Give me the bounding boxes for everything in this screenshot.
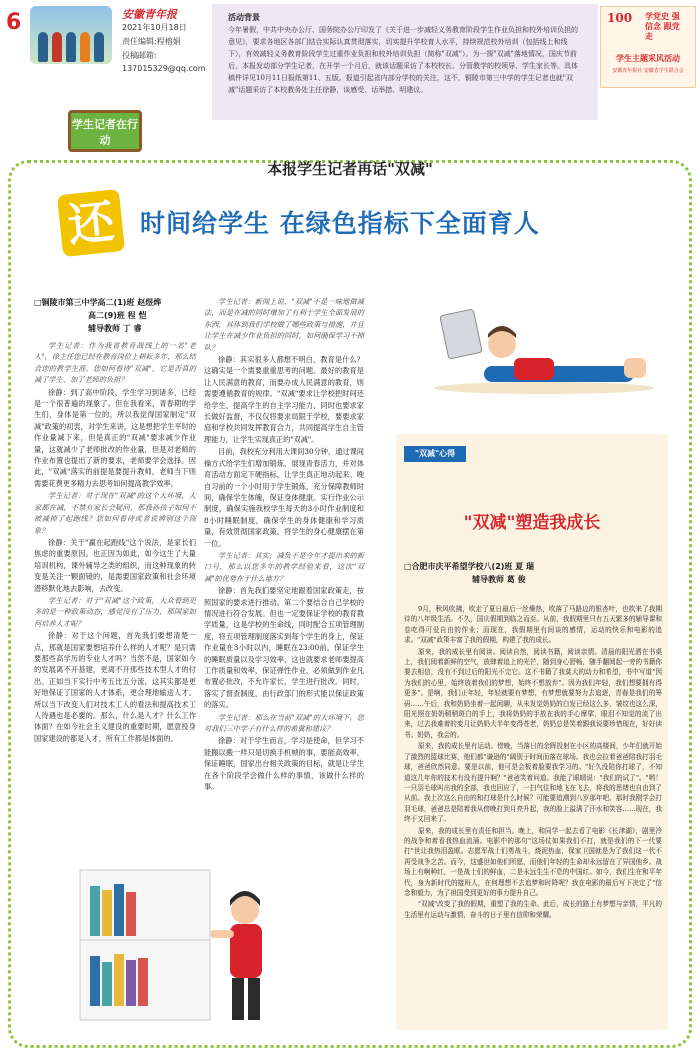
column-tag: "双减"心得	[404, 446, 466, 462]
badge-number: 100	[607, 11, 633, 25]
byline-b	[404, 560, 644, 586]
body-paragraph: 徐静：对于学生而言，学习是使命，但学习不能搬以搬一样只是切换手机帧的事，要能高效率，保证睡眠，国家出台相关政策的目标，就是让学生在各个阶段学会做什么样的事情，该做什么样的事。	[204, 736, 364, 792]
body-paragraph: 目前，我校充分利用大课间30分钟，通过课间操方式给学生们增加锻炼，展现青春活力，并对体育活动方面定下硬指标，让学生真正地动起来。晚自习前的一个小时用于学生锻炼，充分保障教师时间，确保学生体魄，保证身体健康。实行作业公示制度，确保实施我校学生每天的3小时作业制度和8小时睡眠制度，确保学生的身体健康和学习质量，有效贯彻国家政策，将学生的身心健康摆在第一位。	[204, 447, 364, 548]
email-label: 投稿邮箱:	[122, 51, 157, 60]
badge-sub: 安徽青年报社 安徽省学生联合会	[612, 68, 684, 74]
body-paragraph: "双减"改变了我的假期，重塑了我的生命。此后，成长的路上有梦想与亲情，平凡的生活里有运动与激情，奋斗的日子里有信仰和荣耀。	[404, 900, 662, 919]
body-paragraph: 徐静：关于"赢在起跑线"这个说法，是家长们焦虑的重要原因。也正因为如此，如今这生了大量培训机构，课外辅导之类的组织，而这种现象的转变是关注一颗面镜的，是需要国家政策和社会环境潜移默化地去影响，去改变。	[34, 537, 196, 593]
question-paragraph: 学生记者：那么在当前"双减"的大环境下，您对我们三中学子有什么样的希冀和建议？	[204, 712, 364, 734]
badge-slogan: 学党史 强信念 跟党走	[645, 11, 680, 41]
background-text: 今年暑假，中共中央办公厅、国务院办公厅印发了《关于进一步减轻义务教育阶段学生作业负担和校外培训负担的意见》，要求各地区各部门结合实际认真贯彻落实，切实提升学校育人水平，持续规范校外培训（包括线上和线下），有效减轻义务教育阶段学生过重作业负担和校外培训负担（简称"双减"）。为一探"双减"落地情况，国庆节前后，本报发动部分学生记者，在开学一个月后，就该话题采访了本校校长、分管教学的校领导、学生家长等。具体稿件详见10月11日报纸第11、五版。报道引起省内部分学校的关注，这不，铜陵市第三中学的学生记者也就"双减"话题采访了本校教务处主任徐静，谈感受、话举措、明建议。	[228, 26, 578, 94]
campaign-badge	[600, 6, 696, 88]
byline-line: 辅导教师 丁 睿	[88, 324, 142, 333]
bookshelf-illustration	[70, 850, 300, 1030]
page-number: 6	[6, 10, 22, 35]
question-paragraph: 学生记者：其实，减负不是今年才提出来的新口号，那么以您多年的教学经验来看，这次"双减"的优势在于什么地方？	[204, 550, 364, 583]
background-title: 活动背景	[228, 12, 260, 22]
question-paragraph: 学生记者：新闻上说，"双减"不是一味地做减法，而是在减的同时增加了有利于学生全面发展的东西，具体到我们学校做了哪些政策与措施，并且让学生在减少作业负担的同时，如何确保学习不掉队？	[204, 297, 364, 352]
question-paragraph: 学生记者：对于"双减"这个政策，大众看到更多的是一种政策动态，感觉没有了压力，那国家如何培养人才呢？	[34, 595, 196, 628]
newspaper-name: 安徽青年报	[122, 8, 177, 21]
body-paragraph: 原来，我的成长里有运动。傍晚，当落日的余晖投射在小区的高楼间，少年们就开始了激烈的篮球比赛，他们都"谦逊的"阔别于时间而落在球场。我也会拉着爸爸陪我打羽毛球，爸爸欣然同意。要是以前，他可是会板着脸要我学习的。"好久没陪你打球了，不知道这几年你的技术有没有提升啊？"爸爸笑着问道。我能了眼晴说："我们的试了"。"哟！一只羽毛球叫出我的全部，我也回应了，一扫气往和地飞在飞去，将我的思绪也自由到了从前。我上次这么自由的和打球是什么时候？可能要追溯到八岁那年吧。那时我刚学会打羽毛球，爸爸总是陪着我从傍晚打到月亮升起，我的脸上溢满了汗水和笑容……现在，我终于又回来了。	[404, 742, 662, 824]
body-paragraph: 徐静：首先我们要坚定地跟着国家政策走，按照国家的要求进行推动。第二个要结合自己学校的情况进行符合发展。但也一定要保证学校的教育教学质量，这是学校的生命线，同时配合五项管理制度，将五项管理制度落实到每个学生的身上，保证作业量在3小时以内，睡眠在23:00前，保证学生的睡眠质量以及学习效率，这也就要求老师要提高工作质量和效率，保证弹性作业，必须做到作业凡布置必批改，不允许家长，学生进行批改。同时，落实了督查制度，由行政部门的形式能以保证政策的落实。	[204, 586, 364, 710]
badge-theme: 学生主题采风活动	[616, 53, 680, 63]
body-paragraph: 徐静：其实很多人都想不明白，教育是什么？这确实是一个需要重重思考的问题。最好的教育是让人民满意的教育，而要办成人民满意的教育，则需要遵循教育的规律。"双减"要求让学校把时间还给学生，提高学生的自主学习能力，同时也要求家长做好监督，不仅仅将要求局限于学校，要要求家庭和学校共同发挥教育合力，共同提高学生自主管理能力，让学生实现真正的"双减"。	[204, 355, 364, 444]
byline-a	[34, 296, 194, 335]
body-paragraph: 徐静：对于这个问题，首先我们要想清楚一点，那就是国家要想培养什么样的人才呢？是只需要那些高学历的专业人才吗？当然不是，国家如今的发展离不开基建，更离不开那些技术型人才的付出。正如当下实行中考五比五分流，这其实都是更好地保证了国家的人才体系，更合理地输送人才。所以当下改变人们对技术工人的看法和提高技术工人待遇也是必要的。那么，什么是人才？什么工作体面？在如今社会主义建设的重要时期，愿意投身国家建设的都是人才，所有工作都是体面的。	[34, 631, 196, 743]
reading-child-illustration	[394, 288, 664, 398]
byline-line: 高二(9)班 程 恺	[88, 311, 147, 320]
kicker: 本报学生记者再话"双减"	[267, 160, 433, 178]
body-paragraph: 9月，秋风吹拂，吹走了夏日最后一丝燥热，吹落了马路边的银杏叶，也吹来了我期待的八年级生活。不久，国庆假期到临之而至。从前，我假期里只有五天繁多的辅导课和卷吃得可爱自由的作业；而现在，我假期里有间谈的感情，运动的快乐和电影的追求。"双减"政策丰富了我的假期，构建了我的成长。	[404, 605, 662, 645]
question-paragraph: 学生记者：对于现在"双减"的这个大环境，大家都在减，不禁有家长会疑问，那我孙孩子如何不被减掉了起跑线？您如何看待或者说辨别这个现象？	[34, 491, 196, 535]
masthead-photo	[30, 6, 112, 64]
body-paragraph: 原来，我的成长里有阅读。阅读自然，阅读书籍，阅读亲情。清晨的阳光洒在书桌上，我们阅着新鲜的空气，放肆着追上的光芒，随到身心舒畅，随手翻阅起一旁的书籍你要去相信，没有不到过后的阳光不完它。这不书籍了我莫大的动力和希望，书中写道"因为我们的心里，始终放着我们的梦想，始终不想放弃"。因为我们年轻，我们想要拥有得更多"。是啊，我们正年轻，年轻就要有梦想，有梦想就要努力去追逐，青春是我们的筹码……午后，我和奶奶坐着一起闲聊，从未发觉奶奶的白发已经这么多，皱纹也这么深，阳光照在奶奶稍稍斑白的手上，我将奶奶的手放在我的手心摩挲，眼泪不知觉的流了出来，过去我难着的变月让奶奶大半年变得苍老，奶奶总是笑着跟我说要珍惜现在，好好读书。奶奶，我会的。	[404, 647, 662, 739]
byline-line: □铜陵市第三中学高二(1)班 赵煜烨	[34, 298, 162, 307]
headline: 时间给学生 在绿色指标下全面育人	[140, 209, 540, 238]
body-paragraph: 原来，我的成长里有责任和担当。晚上，和同学一起去看了电影《长津湖》，剧里冷的战争和着看我热血流涌。电影中的那句"这场仗如果我们不打，就是我们的下一代要打"世让我热泪盈眶。志愿军战士们勇战斗，烧泥热血，保家卫国就是为了我们这一代不再受战争之苦。而今，这盛世如他们所愿，而他们年轻的生命却永远留在了异国他乡。战场上有啊种红，一是战士们的鲜血，二是永远生生不息的中国红。如今，我们生在和平年代，身为新时代的接班人，在何理想不去追梦和时降呢？我在电影的最后写下决定了"信念和毅力，为了祖国受到更好的事力提升自己。	[404, 826, 662, 897]
article-b-body	[404, 604, 662, 1024]
headline-big-char: 还	[57, 189, 125, 257]
byline-line: 辅导教师 葛 俊	[472, 575, 526, 584]
body-paragraph: 徐静：到了高中阶段，学生学习到诸多，已经是一个很普遍的现象了。但在我看来，青春期的学生们，身体是第一位的。所以我觉得国家制定"双减"政策的初衷，对学生来讲，这是想把学生平时的作业量减下来，但是真正的"双减"要求减少作业量，这就减少了老师批改的作业量，但是对老师的作业布置也提出了新的要求，老师要学会选择。因此，"双减"落实的前提是要提升教师，老师当下则需要花费更多精力去思考如何提高教学效率。	[34, 387, 196, 488]
byline-line: □合肥市庆平希望学校八(2)班 夏 瑞	[404, 562, 535, 571]
section-sign: 学生记者在行动	[68, 110, 142, 152]
email-address: 137015329@qq.com	[122, 64, 206, 73]
article-a-column-2	[204, 296, 364, 792]
sidebar-headline: "双减"塑造我成长	[463, 513, 601, 533]
question-paragraph: 学生记者：作为我省教育战线上的一名"老人"，徐主任您已经在教育岗位上耕耘多年，那么结合您的教学生涯，您如何看待"双减"，它是否真的减了学生、加了老师的负担？	[34, 341, 196, 385]
article-a-column-1	[34, 340, 196, 743]
issue-date: 2021年10月18日	[122, 23, 187, 32]
editor-line: 责任编辑:程榕娟	[122, 37, 181, 46]
